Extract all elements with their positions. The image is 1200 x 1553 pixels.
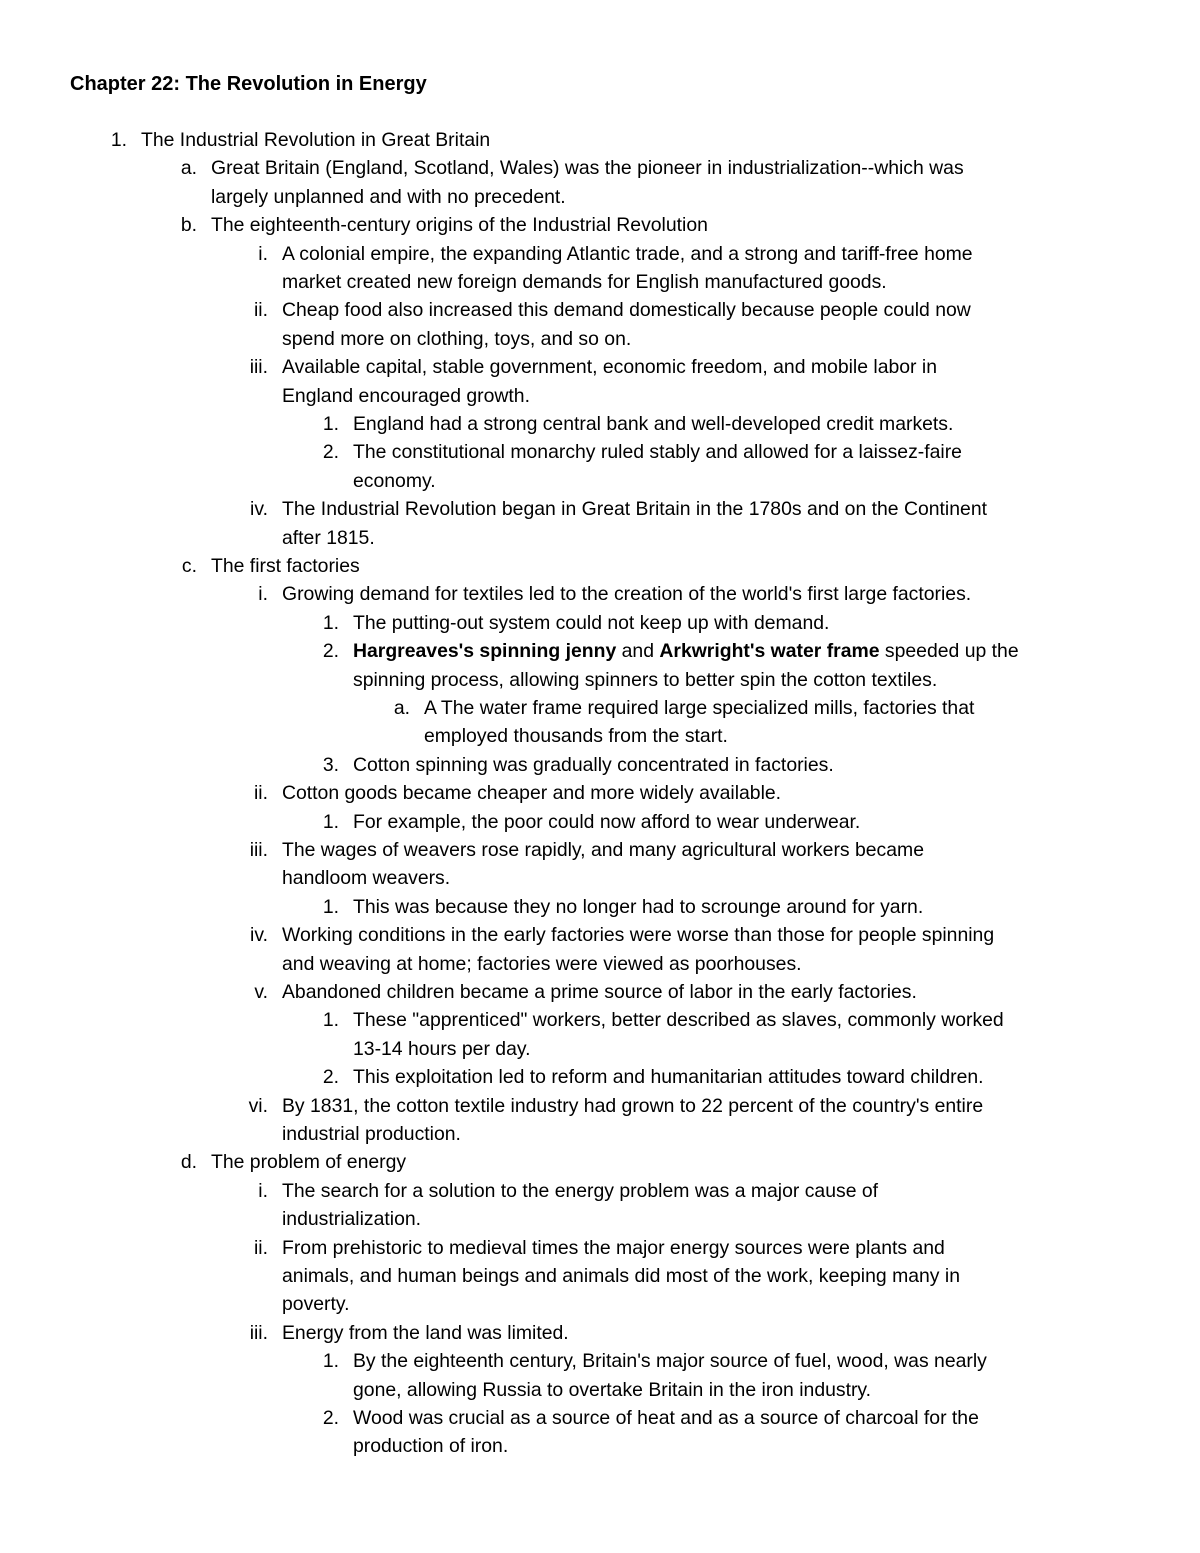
list-item-text: economy. xyxy=(353,469,436,492)
outline-line xyxy=(0,921,1200,949)
outline-line xyxy=(0,1234,1200,1262)
list-item-text: after 1815. xyxy=(282,526,375,549)
list-marker: b. xyxy=(180,214,197,237)
list-item-text: Working conditions in the early factories were worse than those for people spinning xyxy=(282,924,995,947)
list-item-text: For example, the poor could now afford to wear underwear. xyxy=(353,810,861,833)
outline-line xyxy=(0,1404,1200,1432)
outline-line xyxy=(0,580,1200,608)
list-item-text: This was because they no longer had to scrounge around for yarn. xyxy=(353,895,924,918)
outline-line xyxy=(0,1290,1200,1318)
outline-line xyxy=(0,154,1200,182)
list-item-text: animals, and human beings and animals did most of the work, keeping many in xyxy=(282,1265,960,1287)
list-marker: iii. xyxy=(249,839,268,861)
list-item-text xyxy=(353,637,1019,665)
outline-line xyxy=(0,1205,1200,1233)
list-item-text: From prehistoric to medieval times the major energy sources were plants and xyxy=(282,1236,945,1259)
list-marker: 2. xyxy=(322,441,339,464)
list-item-text: England had a strong central bank and well-developed credit markets. xyxy=(353,413,954,435)
list-marker: 2. xyxy=(322,1407,339,1429)
outline-line xyxy=(0,325,1200,353)
list-item-text: market created new foreign demands for English manufactured goods. xyxy=(282,271,887,293)
outline-line xyxy=(0,609,1200,637)
list-marker: ii. xyxy=(253,1236,268,1259)
outline-line xyxy=(0,524,1200,552)
list-item-text: Energy from the land was limited. xyxy=(282,1321,569,1344)
outline-line xyxy=(0,751,1200,779)
list-marker: 1. xyxy=(322,413,339,435)
outline-line xyxy=(0,1148,1200,1176)
list-marker: d. xyxy=(180,1151,197,1174)
outline-line xyxy=(0,438,1200,466)
list-item-text: By the eighteenth century, Britain's major source of fuel, wood, was nearly xyxy=(353,1350,987,1373)
list-item-text: Wood was crucial as a source of heat and as a source of charcoal for the xyxy=(353,1407,979,1429)
outline-line xyxy=(0,240,1200,268)
outline-line xyxy=(0,1035,1200,1063)
list-marker: ii. xyxy=(253,782,268,805)
list-marker: 1. xyxy=(322,1009,339,1032)
list-item-text: employed thousands from the start. xyxy=(424,725,728,748)
list-marker: 2. xyxy=(322,640,339,663)
list-item-text: The first factories xyxy=(211,555,360,577)
outline-line xyxy=(0,1319,1200,1347)
outline-line xyxy=(0,978,1200,1006)
list-item-text: industrial production. xyxy=(282,1123,461,1145)
list-marker: iii. xyxy=(249,356,268,379)
list-item-text: Cotton goods became cheaper and more widely available. xyxy=(282,782,782,805)
list-item-text: spend more on clothing, toys, and so on. xyxy=(282,327,632,350)
outline-line xyxy=(0,637,1200,665)
list-marker: vi. xyxy=(248,1094,268,1117)
list-item-text: The eighteenth-century origins of the Industrial Revolution xyxy=(211,214,708,237)
outline-line xyxy=(0,382,1200,410)
list-item-text: These "apprenticed" workers, better described as slaves, commonly worked xyxy=(353,1009,1004,1032)
list-item-text: Abandoned children became a prime source of labor in the early factories. xyxy=(282,981,917,1003)
outline-line xyxy=(0,1376,1200,1404)
list-item-text: The constitutional monarchy ruled stably and allowed for a laissez-faire xyxy=(353,441,962,464)
list-item-text: By 1831, the cotton textile industry had grown to 22 percent of the country's entire xyxy=(282,1094,984,1117)
document-title: Chapter 22: The Revolution in Energy xyxy=(70,73,427,95)
outline-line xyxy=(0,1006,1200,1034)
list-item-text: Available capital, stable government, economic freedom, and mobile labor in xyxy=(282,356,937,379)
outline-line xyxy=(0,296,1200,324)
list-marker: a. xyxy=(393,697,410,719)
outline-line xyxy=(0,495,1200,523)
outline-line xyxy=(0,808,1200,836)
list-item-text: Cotton spinning was gradually concentrated in factories. xyxy=(353,753,834,776)
list-item-text: handloom weavers. xyxy=(282,867,451,890)
list-item-text: 13-14 hours per day. xyxy=(353,1037,531,1060)
list-marker: 1. xyxy=(322,895,339,918)
list-marker: 3. xyxy=(322,753,339,776)
list-marker: ii. xyxy=(253,299,268,322)
outline-line xyxy=(0,268,1200,296)
list-marker: i. xyxy=(258,242,268,265)
outline-line xyxy=(0,836,1200,864)
outline-line xyxy=(0,1177,1200,1205)
list-marker: 1. xyxy=(322,1350,339,1373)
list-item-text: The wages of weavers rose rapidly, and many agricultural workers became xyxy=(282,839,924,861)
outline-line xyxy=(0,353,1200,381)
outline-line xyxy=(0,126,1200,154)
outline-line xyxy=(0,1432,1200,1460)
list-item-text: and weaving at home; factories were viewed as poorhouses. xyxy=(282,952,802,975)
outline-line xyxy=(0,552,1200,580)
outline-line xyxy=(0,1347,1200,1375)
list-marker: v. xyxy=(254,981,268,1003)
bold-term: Hargreaves's spinning jenny xyxy=(353,640,617,663)
list-marker: i. xyxy=(258,583,268,606)
list-item-text: The search for a solution to the energy problem was a major cause of xyxy=(282,1179,879,1202)
outline-line xyxy=(0,950,1200,978)
outline-line xyxy=(0,666,1200,694)
outline-line xyxy=(0,1063,1200,1091)
list-marker: a. xyxy=(180,157,197,180)
list-item-text: The problem of energy xyxy=(211,1151,407,1174)
list-marker: 1. xyxy=(110,129,127,151)
outline-line xyxy=(0,1120,1200,1148)
outline-line xyxy=(0,183,1200,211)
list-marker: c. xyxy=(181,555,197,577)
outline-line xyxy=(0,694,1200,722)
outline-line xyxy=(0,467,1200,495)
bold-term: Arkwright's water frame xyxy=(659,640,880,663)
outline-line xyxy=(0,779,1200,807)
list-item-text: poverty. xyxy=(282,1293,350,1316)
list-marker: iii. xyxy=(249,1321,268,1344)
outline-line xyxy=(0,211,1200,239)
list-marker: 1. xyxy=(322,611,339,634)
outline-line xyxy=(0,1092,1200,1120)
list-item-text: spinning process, allowing spinners to better spin the cotton textiles. xyxy=(353,668,938,691)
list-marker: iv. xyxy=(250,498,268,521)
list-marker: 2. xyxy=(322,1066,339,1089)
outline-line xyxy=(0,1262,1200,1290)
outline-line xyxy=(0,410,1200,438)
outline-line xyxy=(0,722,1200,750)
list-item-text: production of iron. xyxy=(353,1435,509,1458)
list-item-text: Great Britain (England, Scotland, Wales) was the pioneer in industrialization--which was xyxy=(211,157,964,180)
list-item-text: This exploitation led to reform and humanitarian attitudes toward children. xyxy=(353,1066,984,1089)
list-item-text: England encouraged growth. xyxy=(282,384,530,407)
list-item-text: largely unplanned and with no precedent. xyxy=(211,185,566,208)
list-item-text: A colonial empire, the expanding Atlantic trade, and a strong and tariff-free home xyxy=(282,242,973,265)
list-marker: 1. xyxy=(322,810,339,833)
list-item-text: A The water frame required large specialized mills, factories that xyxy=(424,697,975,719)
list-marker: iv. xyxy=(250,924,268,947)
outline-line xyxy=(0,893,1200,921)
list-item-text: industrialization. xyxy=(282,1208,422,1231)
list-marker: i. xyxy=(258,1179,268,1202)
outline-line xyxy=(0,864,1200,892)
text-segment: and xyxy=(616,640,660,663)
text-segment: speeded up the xyxy=(879,640,1019,663)
list-item-text: The putting-out system could not keep up with demand. xyxy=(353,611,830,634)
list-item-text: The Industrial Revolution in Great Britain xyxy=(141,129,491,151)
list-item-text: Cheap food also increased this demand domestically because people could now xyxy=(282,299,971,322)
list-item-text: The Industrial Revolution began in Great Britain in the 1780s and on the Continent xyxy=(282,498,987,521)
list-item-text: gone, allowing Russia to overtake Britain in the iron industry. xyxy=(353,1378,872,1401)
list-item-text: Growing demand for textiles led to the creation of the world's first large factories. xyxy=(282,583,972,606)
